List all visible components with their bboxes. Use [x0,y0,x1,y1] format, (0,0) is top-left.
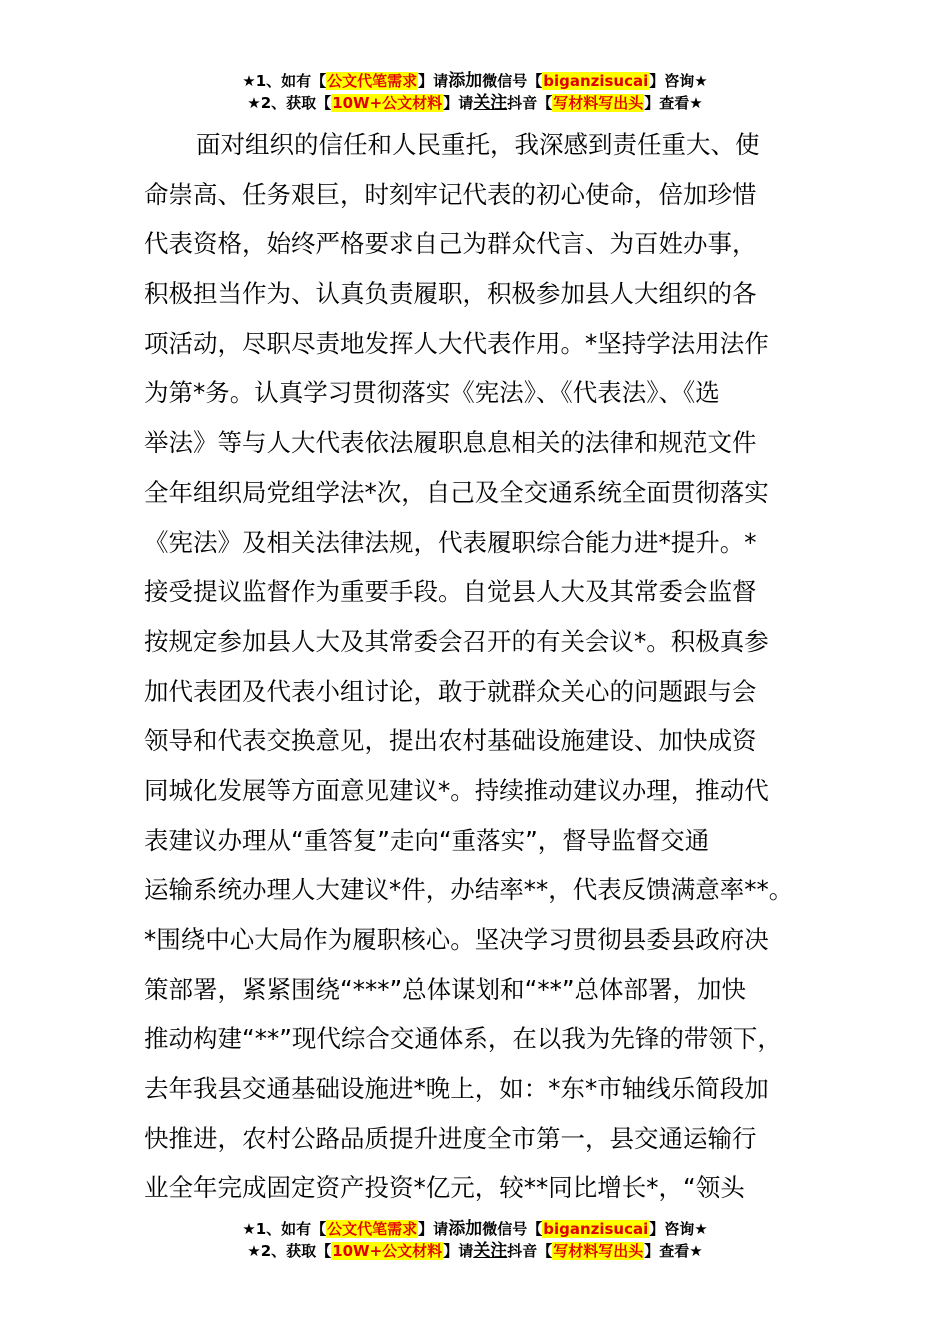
banner-text: 】请 [418,1220,449,1238]
body-line: 快推进，农村公路品质提升进度全市第一，县交通运输行 [144,1123,757,1153]
body-line: 项活动，尽职尽责地发挥人大代表作用。*坚持学法用法作 [144,328,769,358]
banner-highlight-douyin: 写材料写出头 [553,94,644,112]
banner-emphasis: 关注 [473,93,508,113]
banner-highlight: 公文代笔需求 [327,72,418,90]
body-line: 积极担当作为、认真负责履职，积极参加县人大组织的各 [144,279,757,309]
banner-text: 】请 [443,94,474,112]
document-body [144,120,814,1213]
body-line: 举法》等与人大代表依法履职息息相关的法律和规范文件 [144,428,757,458]
banner-text: 】查看★ [644,94,703,112]
banner-line-2 [0,1240,950,1262]
body-line: 《宪法》及相关法律法规，代表履职综合能力进*提升。* [144,527,757,557]
banner-text: 抖音【 [507,1242,553,1260]
banner-text: 】咨询★ [649,72,708,90]
banner-text: 】请 [443,1242,474,1260]
body-line: 全年组织局党组学法*次，自己及全交通系统全面贯彻落实 [144,477,769,507]
banner-highlight: 10W+公文材料 [332,94,443,112]
banner-text: 】查看★ [644,1242,703,1260]
body-line: 命崇高、任务艰巨，时刻牢记代表的初心使命，倍加珍惜 [144,179,757,209]
body-line: 业全年完成固定资产投资*亿元，较**同比增长*，“领头 [144,1173,745,1203]
body-line: 领导和代表交换意见，提出农村基础设施建设、加快成资 [144,726,757,756]
banner-text: ★1、如有【 [242,1220,327,1238]
body-line: 面对组织的信任和人民重托，我深感到责任重大、使 [196,130,760,159]
banner-highlight-douyin: 写材料写出头 [553,1242,644,1260]
body-line: 去年我县交通基础设施进*晚上，如：*东*市轴线乐简段加 [144,1074,769,1104]
body-line: 策部署，紧紧围绕“***”总体谋划和“**”总体部署，加快 [144,974,747,1004]
footer-banner [0,1218,950,1262]
banner-text: 】咨询★ [649,1220,708,1238]
banner-line-2 [0,92,950,114]
body-line: *围绕中心大局作为履职核心。坚决学习贯彻县委县政府决 [144,925,769,954]
banner-highlight-wechat-id: biganzisucai [543,1220,649,1238]
body-line: 为第*务。认真学习贯彻落实《宪法》、《代表法》、《选 [144,378,720,408]
banner-emphasis: 关注 [473,1241,508,1261]
banner-text: 微信号【 [482,1220,543,1238]
body-line: 运输系统办理人大建议*件，办结率**，代表反馈满意率**。 [144,875,794,905]
banner-text: 】请 [418,72,449,90]
body-line: 同城化发展等方面意见建议*。持续推动建议办理，推动代 [144,775,769,805]
banner-text: ★1、如有【 [242,72,327,90]
header-banner [0,70,950,114]
banner-emphasis: 添加 [448,71,483,91]
banner-text: 抖音【 [507,94,553,112]
banner-emphasis: 添加 [448,1219,483,1239]
banner-text: ★2、获取【 [247,1242,332,1260]
body-line: 表建议办理从“重答复”走向“重落实”，督导监督交通 [144,825,710,855]
banner-text: ★2、获取【 [247,94,332,112]
banner-line-1 [0,70,950,92]
body-line: 接受提议监督作为重要手段。自觉县人大及其常委会监督 [144,577,757,607]
body-line: 按规定参加县人大及其常委会召开的有关会议*。积极真参 [144,626,769,656]
banner-highlight: 10W+公文材料 [332,1242,443,1260]
banner-highlight: 公文代笔需求 [327,1220,418,1238]
body-line: 代表资格，始终严格要求自己为群众代言、为百姓办事， [144,229,757,259]
banner-line-1 [0,1218,950,1240]
banner-highlight-wechat-id: biganzisucai [543,72,649,90]
body-line: 推动构建“**”现代综合交通体系，在以我为先锋的带领下， [144,1024,782,1054]
body-line: 加代表团及代表小组讨论，敢于就群众关心的问题跟与会 [144,676,757,706]
banner-text: 微信号【 [482,72,543,90]
